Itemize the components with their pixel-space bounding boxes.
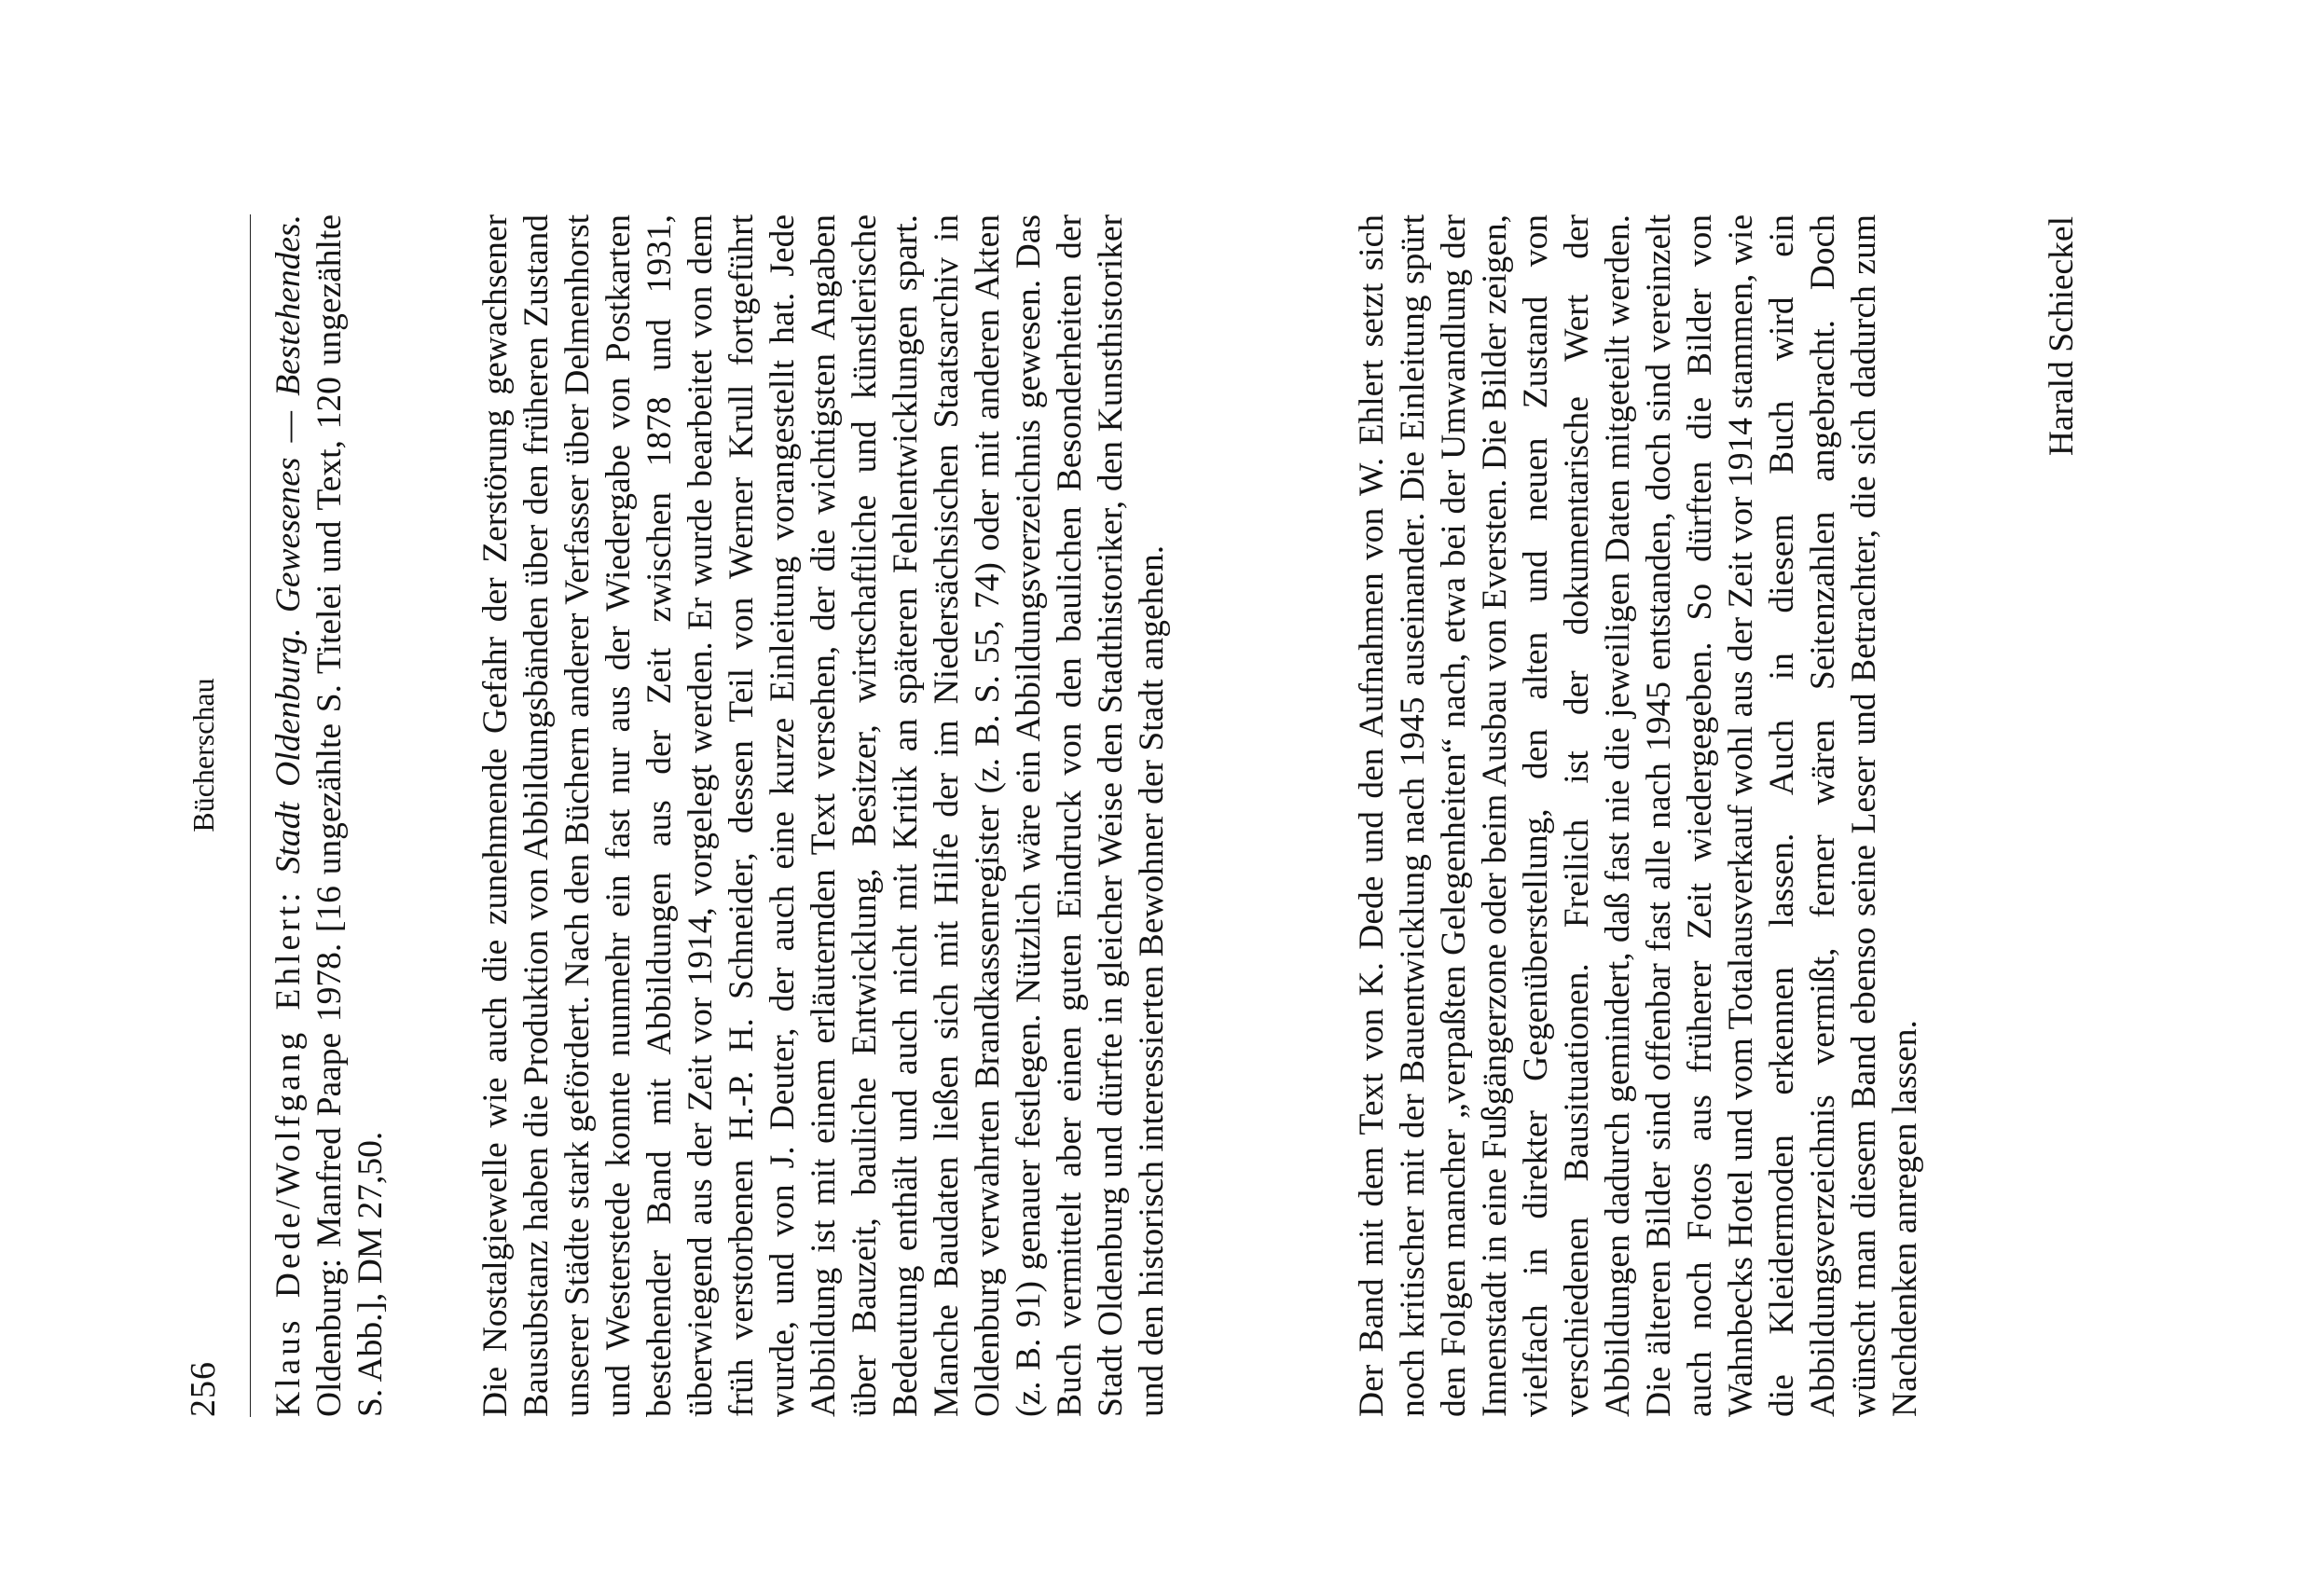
citation-publication: Oldenburg: Manfred Paape 1978. [16 ungezählte S. Titelei und Text, 120 ungezählte S. Abb.], DM 27,50. — [310, 214, 390, 1417]
review-paragraph-2: Der Band mit dem Text von K. Dede und den Aufnahmen von W. Ehlert setzt sich noch kritischer mit der Bauentwicklung nach 1945 auseinander. Die Einleitung spürt den Folgen mancher „verpaßten Gelegenheiten“ nach, etwa bei der Umwandlung der Innenstadt in eine Fußgängerzone oder beim Ausbau von Eversten. Die Bilder zeigen, vielfach in direkter Gegenüberstellung, den alten und neuen Zustand von verschiedenen Bausituationen. Freilich ist der dokumentarische Wert der Abbildungen dadurch gemindert, daß fast nie die jeweiligen Daten mitgeteilt werden. Die älteren Bilder sind offenbar fast alle nach 1945 entstanden, doch sind vereinzelt auch noch Fotos aus früherer Zeit wiedergegeben. So dürften die Bilder von Wahnbecks Hotel und vom Totalausverkauf wohl aus der Zeit vor 1914 stammen, wie die Kleidermoden erkennen lassen. Auch in diesem Buch wird ein Abbildungsverzeichnis vermißt, ferner wären Seitenzahlen angebracht. Doch wünscht man diesem Band ebenso seine Leser und Betrachter, die sich dadurch zum Nachdenken anregen lassen. — [1353, 214, 1924, 1417]
header-rule — [250, 214, 251, 1417]
reviewer-signature: Harald Schieckel — [2043, 216, 2081, 457]
citation-title: Stadt Oldenburg. Gewesenes — Bestehendes. — [269, 214, 308, 874]
section-title: Bücherschau — [186, 678, 220, 832]
running-head — [183, 214, 239, 1417]
page-number: 256 — [184, 1361, 223, 1417]
review-paragraph-1: Die Nostalgiewelle wie auch die zunehmende Gefahr der Zerstörung gewachsener Bausubstanz haben die Produktion von Abbildungsbänden über den früheren Zustand unserer Städte stark gefördert. Nach den Büchern anderer Verfasser über Delmenhorst und Westerstede konnte nunmehr ein fast nur aus der Wiedergabe von Postkarten bestehender Band mit Abbildungen aus der Zeit zwischen 1878 und 1931, überwiegend aus der Zeit vor 1914, vorgelegt werden. Er wurde bearbeitet von dem früh verstorbenen H.-P. H. Schneider, dessen Teil von Werner Krull fortgeführt wurde, und von J. Deuter, der auch eine kurze Einleitung vorangestellt hat. Jede Abbildung ist mit einem erläuternden Text versehen, der die wichtigsten Angaben über Bauzeit, bauliche Entwicklung, Besitzer, wirtschaftliche und künstlerische Bedeutung enthält und auch nicht mit Kritik an späteren Fehlentwicklungen spart. Manche Baudaten ließen sich mit Hilfe der im Niedersächsischen Staatsarchiv in Oldenburg verwahrten Brandkassenregister (z. B. S. 55, 74) oder mit anderen Akten (z. B. 91) genauer festlegen. Nützlich wäre ein Abbildungsverzeichnis gewesen. Das Buch vermittelt aber einen guten Eindruck von den baulichen Besonderheiten der Stadt Oldenburg und dürfte in gleicher Weise den Stadthistoriker, den Kunsthistoriker und den historisch interessierten Bewohner der Stadt angehen. — [476, 214, 1171, 1417]
citation-author: Klaus Dede/Wolfgang Ehlert: — [269, 888, 308, 1417]
book-citation — [268, 214, 392, 1417]
